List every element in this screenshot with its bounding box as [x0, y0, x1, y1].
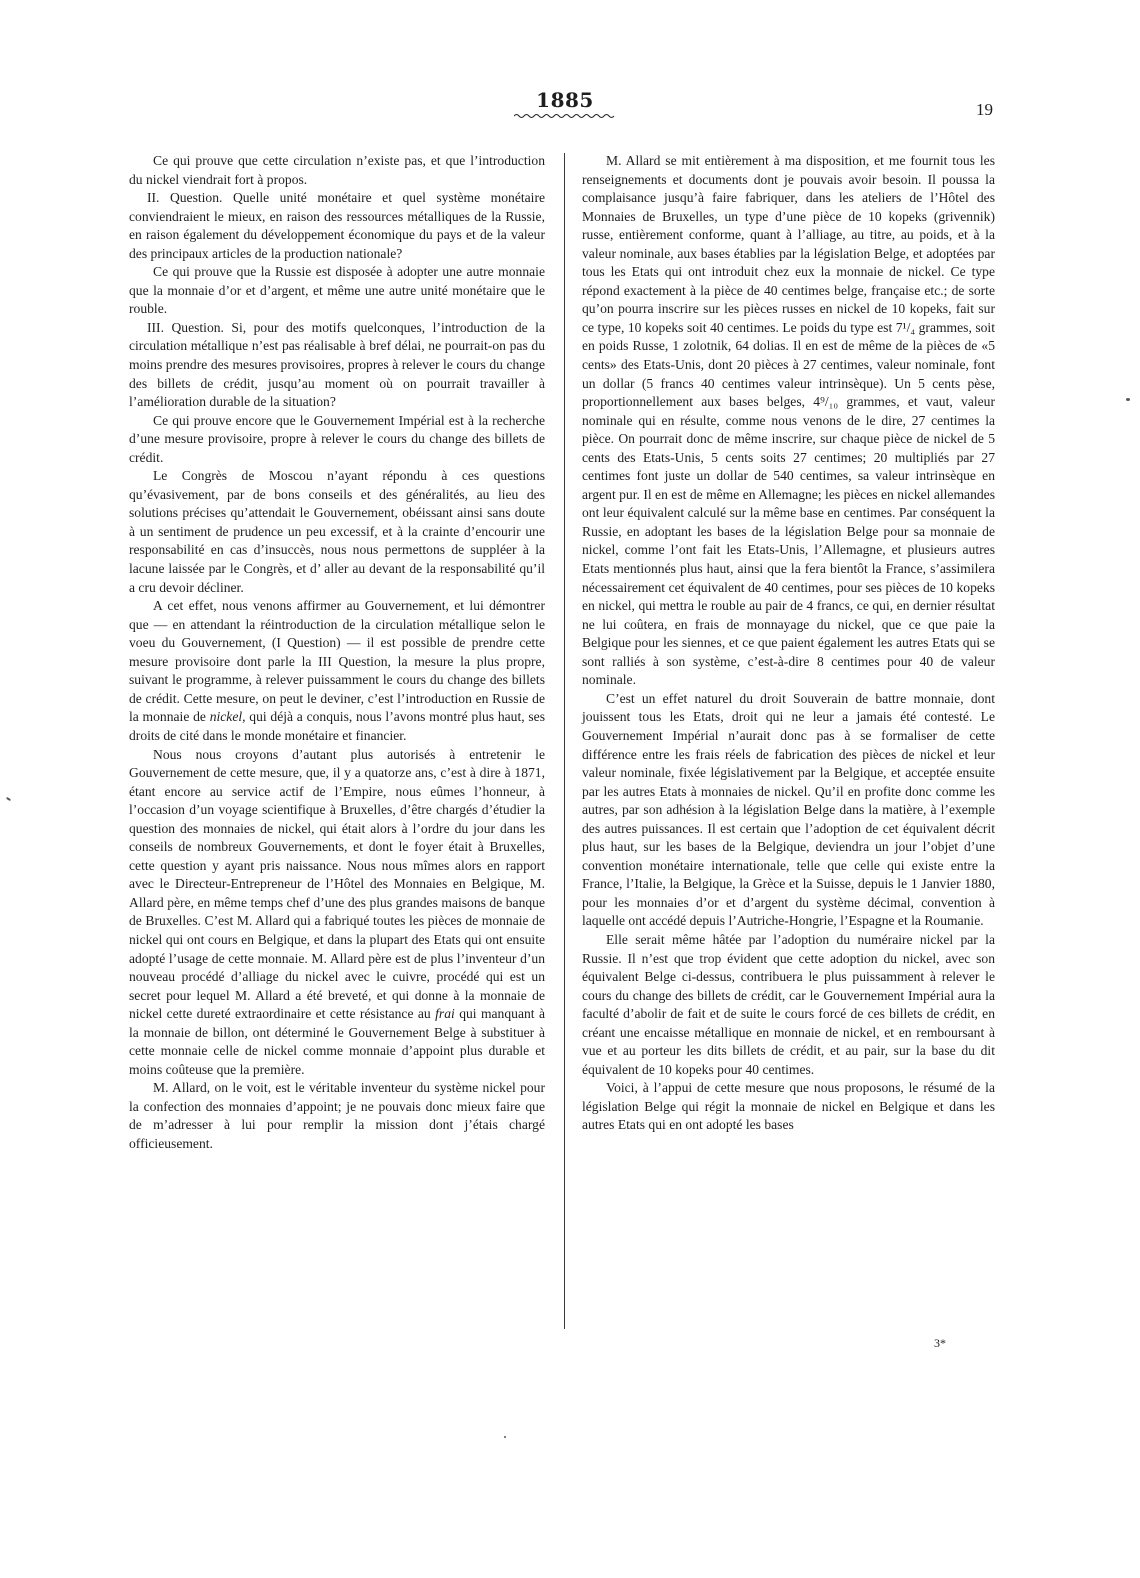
weight-fraction-type: 7¹/₄ — [895, 319, 916, 335]
nickel-emphasis: nickel, — [209, 709, 246, 725]
left-paragraph-5-part-a: A cet effet, nous venons affirmer au Gouvernement, et lui démontrer que — en attendant la réintroduction de la circulation métallique selon le voeu du Gouvernement, (I Question) — il est possible de prendre cette mesure provisoire dont parle la III Question, la mesure la plus propre, suivant le programme, à relever puissamment le cours du change des billets de crédit. Cette mesure, on peut le deviner, c’est l’introduction en Russie de la monnaie de — [129, 598, 545, 725]
left-paragraph-6-part-b: qui manquant à la monnaie de billon, ont déterminé le Gouvernement Belge à substituer à cette monnaie celle de nickel comme monnaie d’appoint plus durable et moins coûteuse que la première. — [129, 1006, 545, 1077]
question-iii — [129, 319, 545, 412]
question-ii-label: II. Question. — [147, 190, 223, 206]
question-ii-text: Quelle unité monétaire et quel système monétaire conviendraient le mieux, en raison des ressources métalliques de la Russie, en raison également du développement économique du pays et de la valeur des principaux articles de la production nationale? — [129, 190, 546, 261]
left-paragraph-2: Ce qui prouve que la Russie est disposée à adopter une autre monnaie que la monnaie d’or et d’argent, et même une autre unité monétaire que le rouble. — [129, 264, 545, 317]
right-paragraph-2: C’est un effet naturel du droit Souverain de battre monnaie, dont jouissent tous les Etats, droit qui ne leur a jamais été contesté. Le Gouvernement Impérial n’aurait donc pas à se formaliser de cette différence entre les frais réels de fabrication des pièces de nickel et leur valeur nominale, fixée législativement par la Belgique, et acceptée ensuite par les autres Etats à monnaies de nickel. Qu’il en profite donc comme les autres, par son adhésion à la législation Belge dans la matière, à l’exemple des autres puissances. Il est certain que l’adoption de cet équivalent décrit plus haut, sur les bases de la Belgique, deviendra un jour l’objet d’une convention monétaire internationale, telle que celle qui existe entre la France, l’Italie, la Belgique, la Grèce et la Suisse, depuis le 1 Janvier 1880, pour les monnaies d’or et d’argent du système décimal, convention à laquelle ont accédé depuis l’Autriche-Hongrie, l’Espagne et la Roumanie. — [582, 690, 995, 929]
stray-mark-bottom — [504, 1436, 506, 1438]
frai-emphasis: frai — [435, 1006, 455, 1022]
left-paragraph-4: Le Congrès de Moscou n’ayant répondu à ces questions qu’évasivement, par de bons conseils et des généralités, au lieu des solutions précises qu’attendait le Gouvernement, obéissant ainsi sans doute à un sentiment de prudence un peu excessif, et à la crainte d’encourir une responsabilité en cas d’insuccès, nous nous permettons de suppléer à la lacune laissée par le Congrès, et d’ aller au devant de la responsabilité qu’il a cru devoir décliner. — [129, 468, 545, 595]
right-paragraph-1-part-b: grammes, soit en poids Russe, 1 zolotnik, 64 dolias. Il en est de même de la pièces de «5 cents» des Etats-Unis, dont 20 pièces à 27 centimes, valeur nominale, font un dollar (5 francs 40 centimes valeur intrinsèque). Un 5 cents pèse, proportionnellement aux bases belges, — [582, 319, 995, 410]
question-iii-text: Si, pour des motifs quelconques, l’introduction de la circulation métallique n’est pas réalisable à bref délai, ne pourrait-on pas du moins prendre des mesures provisoires, propres à relever le cours du change des billets de crédit, jusqu’au moment où on pourrait travailler à l’amélioration durable de la situation? — [129, 319, 545, 410]
question-iii-label: III. Question. — [147, 319, 224, 335]
left-paragraph-3: Ce qui prouve encore que le Gouvernement Impérial est à la recherche d’une mesure provisoire, propre à relever le cours du change des billets de crédit. — [129, 412, 545, 465]
left-paragraph-1: Ce qui prouve que cette circulation n’existe pas, et que l’introduction du nickel viendrait fort à propos. — [129, 153, 545, 187]
right-paragraph-1 — [582, 152, 995, 690]
left-paragraph-5-part-b: qui déjà a conquis, nous l’avons montré plus haut, ses droits de cité dans le monde monétaire et financier. — [129, 709, 545, 743]
question-ii — [129, 189, 545, 263]
right-paragraph-1-part-a: M. Allard se mit entièrement à ma disposition, et me fournit tous les renseignements et documents dont je pouvais avoir besoin. Il poussa la complaisance jusqu’à faire fabriquer, dans les ateliers de l’Hôtel des Monnaies de Bruxelles, un type d’une pièce de 10 kopeks (grivennik) russe, entièrement conforme, quant à l’alliage, au titre, au poids, et à la valeur nominale, aux bases établies par la législation Belge, et adoptées par tous les Etats qui ont introduit chez eux la monnaie de nickel. Ce type répond exactement à la pièce de 40 centimes belge, française etc.; de sorte qu’on pourra inscrire sur les pièces russes en nickel de 10 kopeks, fait sur ce type, 10 kopeks soit 40 centimes. Le poids du type est — [582, 153, 995, 335]
left-paragraph-6-part-a: Nous nous croyons d’autant plus autorisés à entretenir le Gouvernement de cette mesure, que, il y a quatorze ans, c’est à dire à 1871, étant encore au service actif de l’Empire, nous eûmes l’honneur, à l’occasion d’un voyage scientifique à Bruxelles, d’être chargés d’étudier la question des monnaies de nickel, qui était alors à l’ordre du jour dans les conseils de nombreux Gouvernements, et dont le foyer était à Bruxelles, cette question y ayant pris naissance. Nous nous mîmes alors en rapport avec le Directeur-Entrepreneur de l’Hôtel des Monnaies en Belgique, M. Allard père, en même temps chef d’une des plus grandes maisons de banque de Bruxelles. C’est M. Allard qui a fabriqué toutes les pièces de monnaie de nickel qui ont cours en Belgique, et dans la plupart des Etats qui ont ensuite adopté l’usage de cette monnaie. M. Allard père est de plus l’inventeur d’un nouveau procédé d’alliage du nickel avec le cuivre, procédé qui est un secret pour lequel M. Allard a été breveté, et qui donne à la monnaie de nickel cette dureté extraordinaire et cette résistance au — [129, 746, 545, 1022]
left-paragraph-7: M. Allard, on le voit, est le véritable inventeur du système nickel pour la confection des monnaies d’appoint; je ne pouvais donc mieux faire que de m’adresser à lui pour remplir la mission dont j’étais chargé officieusement. — [129, 1080, 545, 1151]
weight-fraction-cents: 4⁹/₁₀ — [813, 394, 839, 410]
right-paragraph-3: Elle serait même hâtée par l’adoption du numéraire nickel par la Russie. Il n’est que trop évident que cette adoption du nickel, avec son équivalent Belge ci-dessus, contribuera le plus puissamment à relever le cours du change des billets de crédit, car le Gouvernement Impérial aura la faculté d’abolir de fait et de suite le cours forcé de ces billets de crédit, en créant une encaisse métallique en monnaie de nickel, et en remboursant à vue et au porteur les dits billets de crédit, et au pair, sur la base du dit équivalent de 10 kopeks pour 40 centimes. — [582, 931, 995, 1077]
header-ornament-wave — [514, 113, 616, 119]
page-number: 19 — [976, 100, 993, 119]
signature-mark: 3* — [934, 1336, 946, 1350]
right-paragraph-1-part-c: grammes, et vaut, valeur nominale qui en résulte, comme nous venons de le dire, 27 centimes la pièce. On pourrait donc de même inscrire, sur chaque pièce de nickel de 5 cents des Etats-Unis, 5 cents soits 27 centimes; 20 multipliés par 27 centimes font juste un dollar de 540 centimes, sa valeur intrinsèque en argent pur. Il en est de même en Allemagne; les pièces en nickel allemandes ont leur équivalent calculé sur la même base en centimes. Par conséquent la Russie, en adoptant les bases de la législation Belge pour sa monnaie de nickel, comme l’ont fait les Etats-Unis, l’Allemagne, et plusieurs autres Etats mentionnés plus haut, ainsi que la fera bientôt la France, s’assimilera nécessairement cet équivalent de 40 centimes, pour ses pièces de 10 kopeks en nickel, qui mettra le rouble au pair de 4 francs, ce qui, en dernier résultat ne lui coûtera, en frais de monnayage du nickel, que ce que paie la Belgique pour les siennes, et ce que paient également les autres Etats qui se sont ralliés à son système, c’est-à-dire 8 centimes pour 40 de valeur nominale. — [582, 394, 995, 688]
column-divider — [564, 153, 565, 1329]
stray-mark-left — [6, 797, 11, 802]
header-year: 1885 — [536, 88, 594, 112]
stray-mark-right — [1126, 398, 1130, 401]
right-column — [582, 152, 995, 1135]
right-paragraph-4: Voici, à l’appui de cette mesure que nous proposons, le résumé de la législation Belge qui régit la monnaie de nickel en Belgique et dans les autres Etats qui en ont adopté les bases — [582, 1080, 995, 1133]
left-column — [129, 152, 545, 1154]
left-paragraph-6 — [129, 746, 545, 1080]
left-paragraph-5 — [129, 597, 545, 745]
